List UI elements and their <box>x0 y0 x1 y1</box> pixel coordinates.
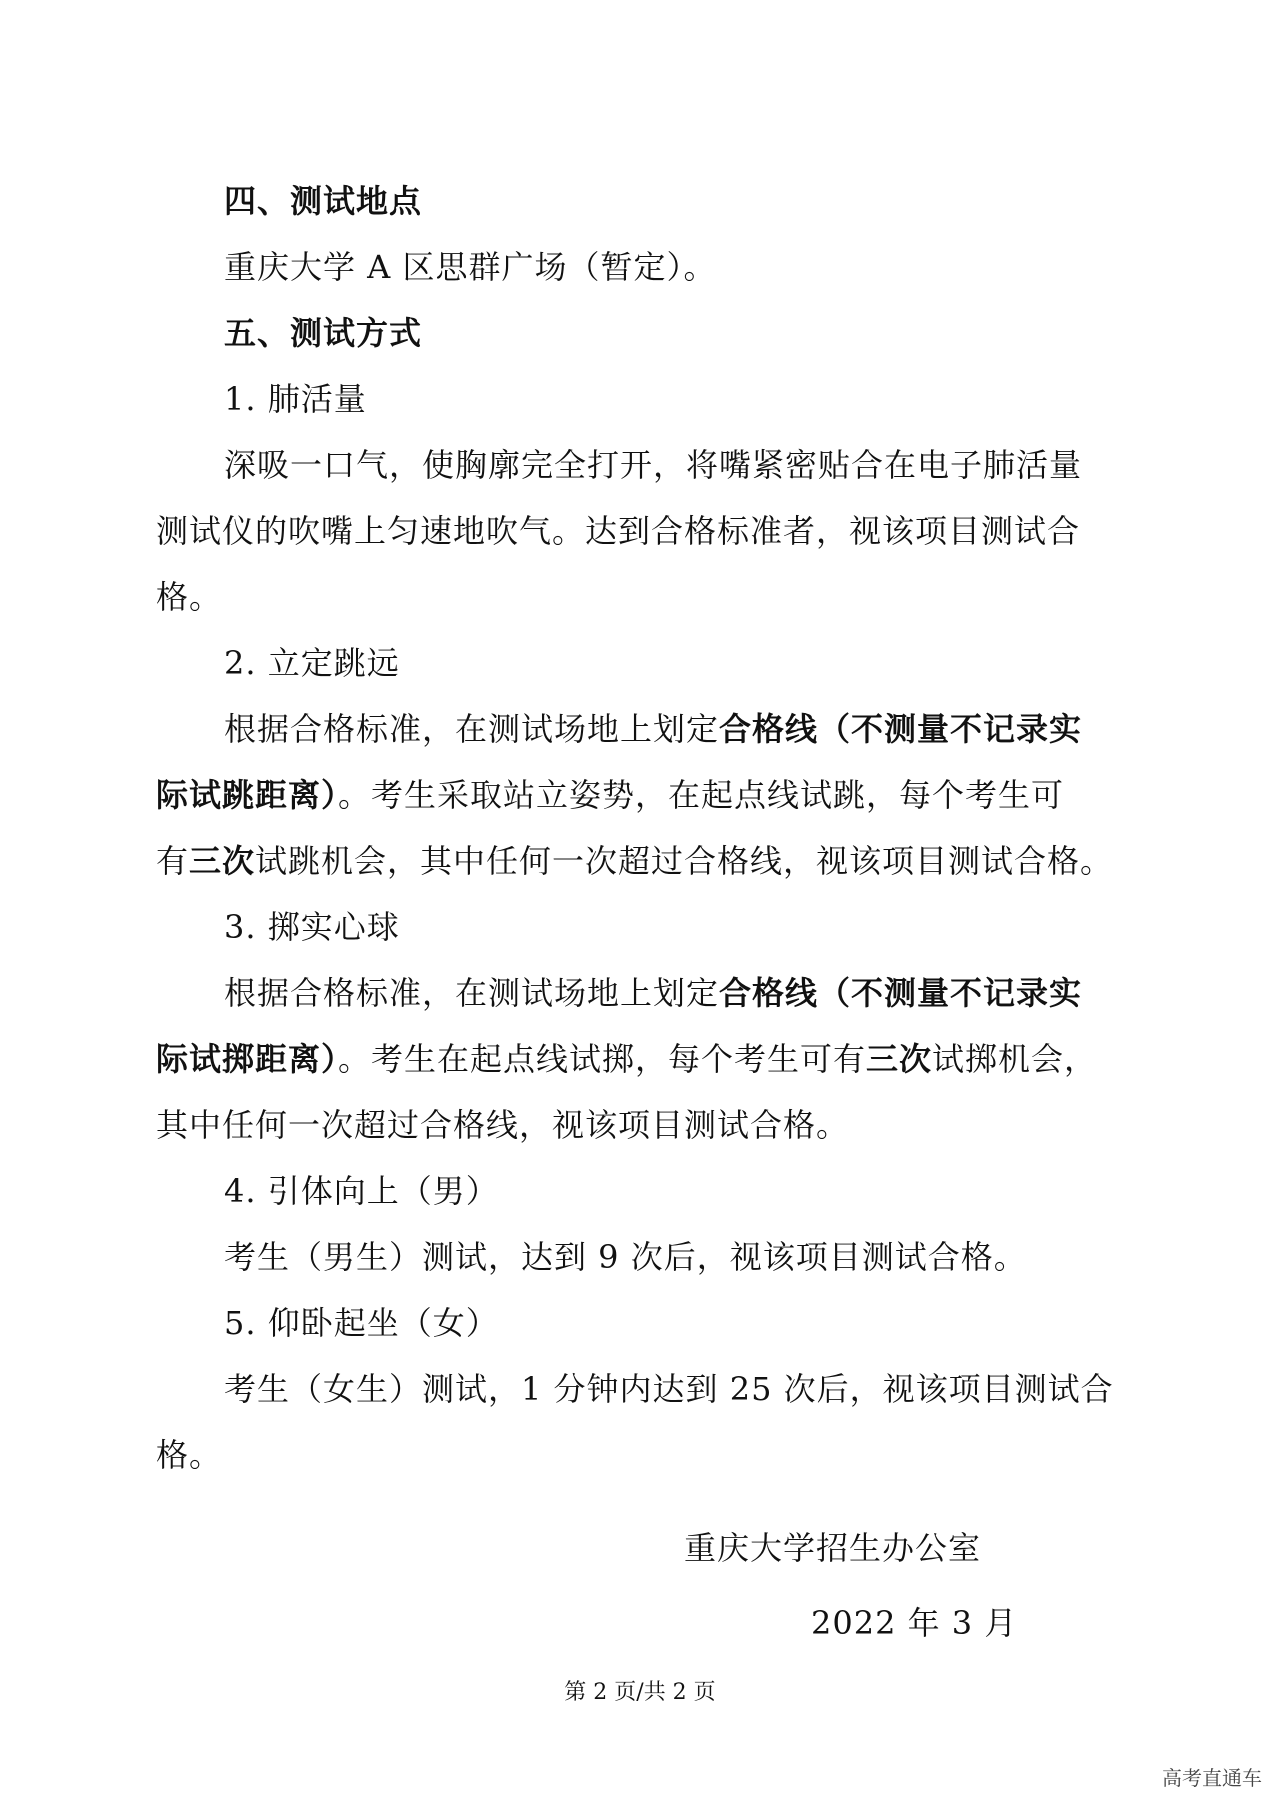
item-title-standing-jump: 2. 立定跳远 <box>224 644 400 682</box>
item-title-lung-capacity: 1. 肺活量 <box>224 380 367 418</box>
signature-organization: 重庆大学招生办公室 <box>684 1529 982 1567</box>
section-heading-location: 四、测试地点 <box>224 182 423 220</box>
paragraph-line: 格。 <box>156 578 223 616</box>
text-run: 。考生在起点线试掷，每个考生可有 <box>338 1040 867 1078</box>
paragraph-line: 格。 <box>156 1436 223 1474</box>
item-title-pull-up: 4. 引体向上（男） <box>224 1172 499 1210</box>
paragraph-line <box>156 960 1136 1026</box>
bold-text-run: 三次 <box>189 842 256 880</box>
bold-text-run: 三次 <box>866 1040 933 1078</box>
document-body <box>156 168 1136 1488</box>
paragraph-line <box>156 1026 1136 1092</box>
signature-date: 2022 年 3 月 <box>811 1604 1018 1642</box>
paragraph-line <box>156 696 1136 762</box>
paragraph-line: 深吸一口气，使胸廓完全打开，将嘴紧密贴合在电子肺活量 <box>224 446 1083 484</box>
text-run: 。考生采取站立姿势，在起点线试跳，每个考生可 <box>338 776 1065 814</box>
paragraph-line: 考生（女生）测试，1 分钟内达到 25 次后，视该项目测试合 <box>224 1370 1114 1408</box>
paragraph-line: 测试仪的吹嘴上匀速地吹气。达到合格标准者，视该项目测试合 <box>156 512 1081 550</box>
item-title-shot-put: 3. 掷实心球 <box>224 908 400 946</box>
watermark-text: 高考直通车 <box>1162 1766 1262 1790</box>
text-run: 试掷机会， <box>932 1040 1098 1078</box>
location-text: 重庆大学 A 区思群广场（暂定）。 <box>224 248 717 286</box>
bold-text-run: 合格线（不测量不记录实 <box>719 974 1083 1012</box>
text-run: 有 <box>156 842 190 880</box>
bold-text-run: 际试掷距离） <box>156 1040 339 1078</box>
item-title-sit-up: 5. 仰卧起坐（女） <box>224 1304 499 1342</box>
text-run: 根据合格标准，在测试场地上划定 <box>224 710 720 748</box>
bold-text-run: 合格线（不测量不记录实 <box>719 710 1083 748</box>
bold-text-run: 际试跳距离） <box>156 776 339 814</box>
text-run: 试跳机会，其中任何一次超过合格线，视该项目测试合格。 <box>255 842 1114 880</box>
text-run: 根据合格标准，在测试场地上划定 <box>224 974 720 1012</box>
paragraph-line <box>156 828 1136 894</box>
paragraph-line: 考生（男生）测试，达到 9 次后，视该项目测试合格。 <box>224 1238 1027 1276</box>
section-heading-method: 五、测试方式 <box>224 314 423 352</box>
paragraph-line <box>156 762 1136 828</box>
paragraph-line: 其中任何一次超过合格线，视该项目测试合格。 <box>156 1106 850 1144</box>
page-footer: 第 2 页/共 2 页 <box>564 1680 716 1705</box>
